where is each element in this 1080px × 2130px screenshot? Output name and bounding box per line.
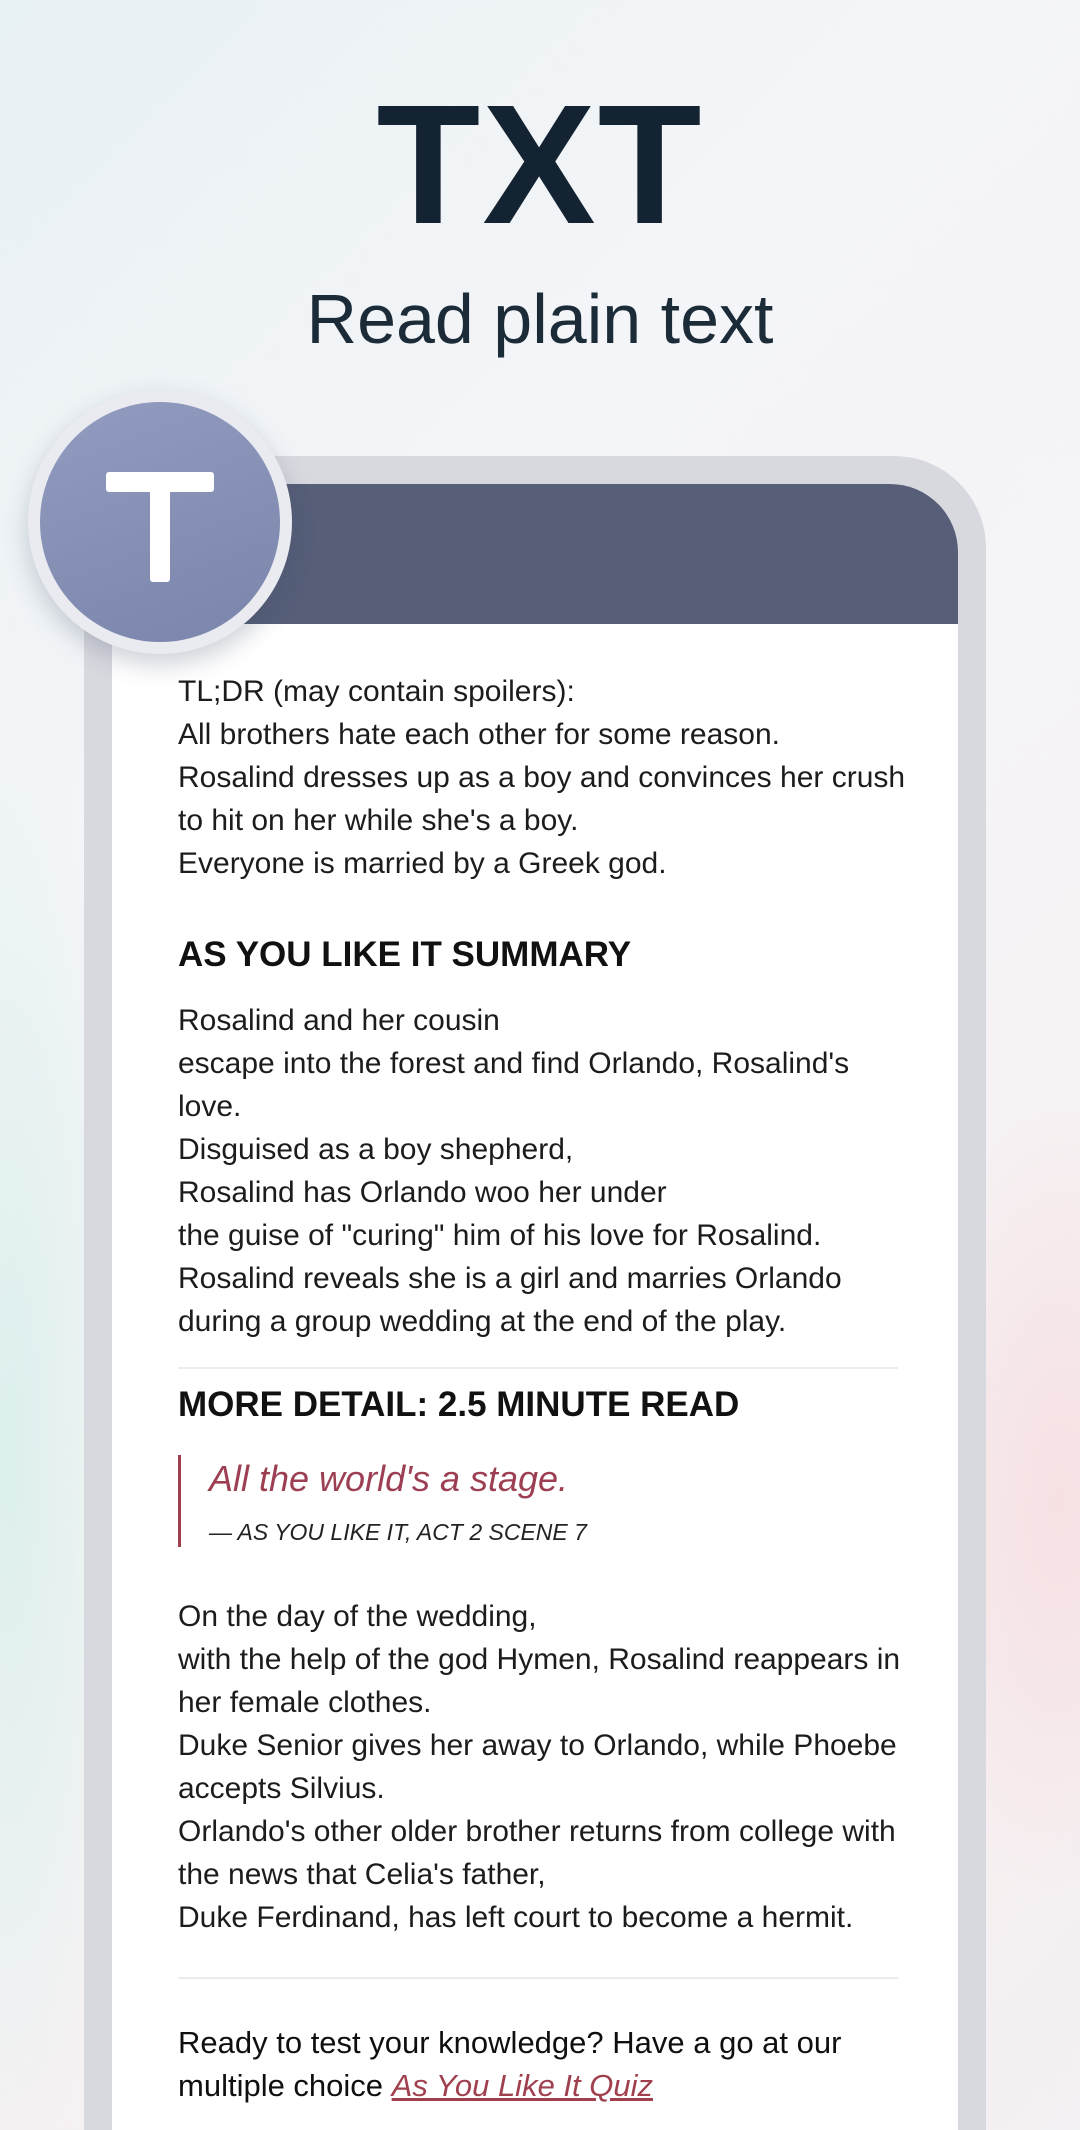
summary-section <box>178 999 908 1343</box>
summary-line: Rosalind and her cousin <box>178 1004 500 1037</box>
summary-line: the guise of "curing" him of his love for Rosalind. <box>178 1219 822 1252</box>
detail-line: Duke Ferdinand, has left court to become a hermit. <box>178 1901 854 1934</box>
app-title: TXT <box>376 70 704 260</box>
detail-section <box>178 1595 908 1939</box>
summary-line: Rosalind has Orlando woo her under <box>178 1176 667 1209</box>
detail-line: Duke Senior gives her away to Orlando, while Phoebe accepts Silvius. <box>178 1729 897 1805</box>
detail-line: Orlando's other older brother returns from college with the news that Celia's father, <box>178 1815 896 1891</box>
quiz-prompt-text: Ready to test your knowledge? Have a go at our multiple choice <box>178 2025 842 2103</box>
detail-line: On the day of the wedding, <box>178 1600 537 1633</box>
tldr-line: Everyone is married by a Greek god. <box>178 847 667 880</box>
device-frame <box>84 456 986 2130</box>
document-content[interactable] <box>178 670 908 2107</box>
quote-citation: — AS YOU LIKE IT, ACT 2 SCENE 7 <box>209 1519 587 1545</box>
summary-line: Disguised as a boy shepherd, <box>178 1133 574 1166</box>
summary-line: Rosalind reveals she is a girl and marries Orlando during a group wedding at the end of the play. <box>178 1262 842 1338</box>
quote-text: All the world's a stage. <box>209 1458 569 1499</box>
quiz-link[interactable]: As You Like It Quiz <box>391 2068 654 2103</box>
summary-heading: AS YOU LIKE IT SUMMARY <box>178 935 632 974</box>
detail-line: with the help of the god Hymen, Rosalind reappears in her female clothes. <box>178 1643 901 1719</box>
tldr-section <box>178 670 908 885</box>
quiz-prompt <box>178 2021 908 2107</box>
letter-t-icon <box>40 402 280 642</box>
blockquote <box>178 1455 908 1547</box>
detail-heading: MORE DETAIL: 2.5 MINUTE READ <box>178 1385 740 1424</box>
app-logo-badge <box>28 390 292 654</box>
tldr-line: Rosalind dresses up as a boy and convinces her crush to hit on her while she's a boy. <box>178 761 906 837</box>
summary-line: escape into the forest and find Orlando, Rosalind's love. <box>178 1047 850 1123</box>
tldr-line: All brothers hate each other for some reason. <box>178 718 780 751</box>
device-screen <box>112 484 958 2130</box>
app-subtitle: Read plain text <box>306 280 774 358</box>
tldr-line: TL;DR (may contain spoilers): <box>178 675 575 708</box>
